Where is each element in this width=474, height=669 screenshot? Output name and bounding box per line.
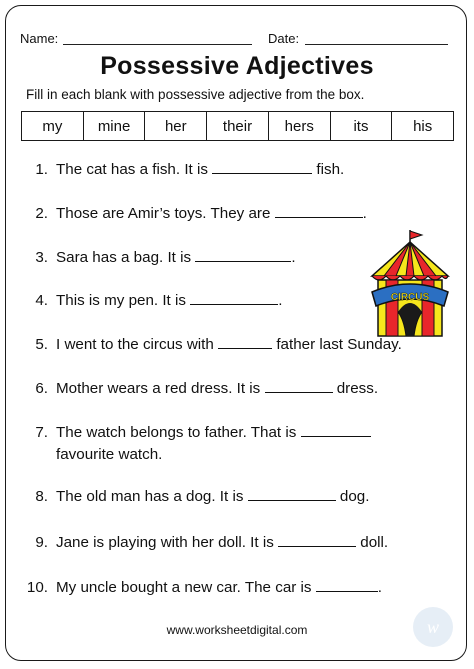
word-box-cell: her — [144, 112, 206, 140]
question-number: 8. — [35, 488, 48, 505]
question-text: I went to the circus with — [56, 336, 214, 353]
question-10 — [22, 577, 382, 599]
question-text: Jane is playing with her doll. It is — [56, 534, 274, 551]
word-box-cell: hers — [268, 112, 330, 140]
question-8 — [22, 486, 369, 508]
answer-blank[interactable] — [248, 486, 336, 501]
question-9 — [22, 532, 388, 554]
answer-blank[interactable] — [301, 422, 371, 437]
footer-url[interactable]: www.worksheetdigital.com — [166, 623, 308, 637]
circus-sign-text: CIRCUS — [390, 292, 430, 303]
answer-blank[interactable] — [190, 290, 278, 305]
question-1 — [22, 159, 344, 181]
word-box-cell: its — [330, 112, 392, 140]
word-box-cell: their — [206, 112, 268, 140]
answer-blank[interactable] — [265, 378, 333, 393]
answer-blank[interactable] — [218, 334, 272, 349]
question-number: 7. — [35, 424, 48, 441]
circus-tent-icon — [370, 228, 450, 340]
watermark-logo-icon — [412, 606, 454, 648]
question-number: 3. — [35, 249, 48, 266]
question-number: 4. — [35, 292, 48, 309]
word-box-cell: his — [391, 112, 453, 140]
question-4 — [22, 290, 282, 312]
question-number: 10. — [26, 579, 48, 596]
question-7 — [22, 422, 371, 466]
answer-blank[interactable] — [275, 203, 363, 218]
question-text-after: fish. — [316, 161, 345, 178]
question-number: 2. — [35, 205, 48, 222]
question-2 — [22, 203, 367, 225]
question-text: My uncle bought a new car. The car is — [56, 579, 312, 596]
question-text-after: . — [291, 249, 296, 266]
question-text-after: dress. — [336, 380, 379, 397]
word-box — [21, 111, 454, 141]
date-line[interactable] — [305, 44, 448, 45]
question-number: 5. — [35, 336, 48, 353]
word-box-cell: my — [42, 117, 63, 135]
question-5 — [22, 334, 402, 356]
word-box-cell: mine — [83, 112, 145, 140]
question-text-after: . — [362, 205, 367, 222]
question-number: 9. — [35, 534, 48, 551]
question-text: The watch belongs to father. That is — [56, 424, 297, 441]
question-text: The cat has a fish. It is — [56, 161, 208, 178]
question-text-after: . — [278, 292, 283, 309]
question-text-after: father last Sunday. — [276, 336, 402, 353]
question-text-after: doll. — [360, 534, 389, 551]
question-text: The old man has a dog. It is — [56, 488, 244, 505]
question-3 — [22, 247, 296, 269]
name-line[interactable] — [63, 44, 252, 45]
answer-blank[interactable] — [316, 577, 378, 592]
answer-blank[interactable] — [212, 159, 312, 174]
instructions: Fill in each blank with possessive adjective from the box. — [26, 87, 365, 102]
page-title: Possessive Adjectives — [100, 52, 374, 80]
date-label: Date: — [268, 31, 300, 46]
question-text: Mother wears a red dress. It is — [56, 380, 261, 397]
question-text-after: . — [377, 579, 382, 596]
name-label: Name: — [20, 31, 59, 46]
question-text-line2: favourite watch. — [56, 446, 163, 463]
answer-blank[interactable] — [195, 247, 291, 262]
question-text-after: dog. — [339, 488, 370, 505]
question-number: 1. — [35, 161, 48, 178]
question-text: This is my pen. It is — [56, 292, 186, 309]
answer-blank[interactable] — [278, 532, 356, 547]
svg-text:w: w — [426, 617, 440, 637]
question-text: Those are Amir’s toys. They are — [56, 205, 271, 222]
question-text: Sara has a bag. It is — [56, 249, 192, 266]
question-number: 6. — [35, 380, 48, 397]
question-6 — [22, 378, 378, 400]
